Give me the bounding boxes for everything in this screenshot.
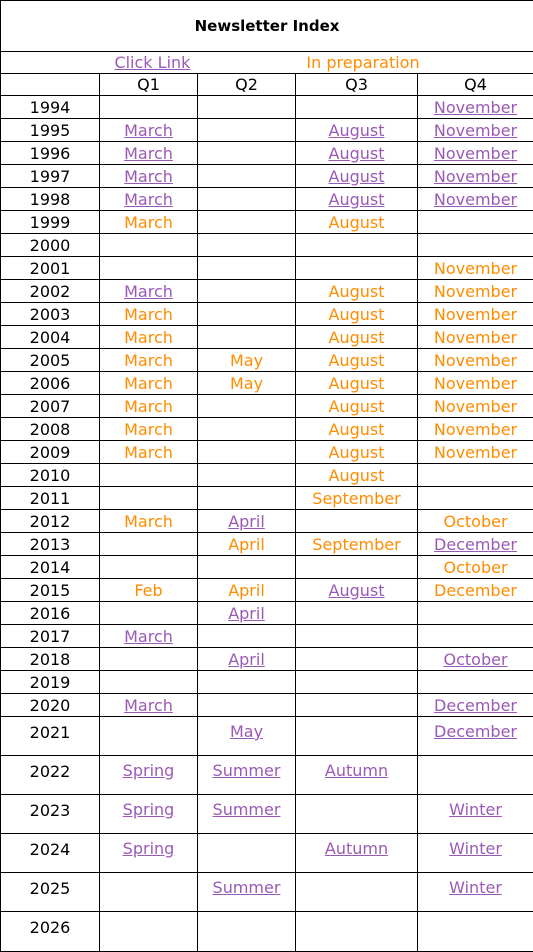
- in-preparation-label: March: [124, 443, 173, 462]
- year-cell: 2006: [1, 372, 100, 395]
- cell-q1: [100, 556, 198, 579]
- year-cell: 2022: [1, 756, 100, 795]
- cell-q2: [198, 756, 296, 795]
- year-cell: 2008: [1, 418, 100, 441]
- in-preparation-label: August: [329, 305, 385, 324]
- newsletter-link[interactable]: April: [228, 604, 265, 623]
- newsletter-link[interactable]: Spring: [123, 839, 175, 858]
- cell-q2: [198, 395, 296, 418]
- cell-q4: [418, 188, 533, 211]
- year-cell: 1994: [1, 96, 100, 119]
- cell-q4: [418, 441, 533, 464]
- year-cell: 2009: [1, 441, 100, 464]
- cell-q1: [100, 510, 198, 533]
- cell-q1: [100, 96, 198, 119]
- year-cell: 2012: [1, 510, 100, 533]
- newsletter-link[interactable]: March: [124, 121, 173, 140]
- cell-q1: [100, 303, 198, 326]
- cell-q2: [198, 795, 296, 834]
- cell-q1: [100, 349, 198, 372]
- cell-q1: [100, 326, 198, 349]
- newsletter-link[interactable]: November: [434, 121, 517, 140]
- table-row: [1, 464, 533, 487]
- cell-q3: [296, 834, 418, 873]
- cell-q1: [100, 418, 198, 441]
- cell-q3: [296, 912, 418, 952]
- table-row: [1, 556, 533, 579]
- cell-q3: [296, 372, 418, 395]
- table-row: [1, 142, 533, 165]
- cell-q4: [418, 795, 533, 834]
- cell-q4: [418, 234, 533, 257]
- cell-q4: [418, 280, 533, 303]
- newsletter-link[interactable]: April: [228, 650, 265, 669]
- cell-q2: [198, 303, 296, 326]
- in-preparation-label: August: [329, 374, 385, 393]
- table-row: [1, 625, 533, 648]
- newsletter-link[interactable]: March: [124, 167, 173, 186]
- cell-q4: [418, 165, 533, 188]
- table-row: [1, 912, 533, 952]
- year-cell: 2004: [1, 326, 100, 349]
- cell-q4: [418, 834, 533, 873]
- cell-q1: [100, 873, 198, 912]
- in-preparation-label: August: [329, 328, 385, 347]
- year-cell: 1999: [1, 211, 100, 234]
- table-row: [1, 234, 533, 257]
- year-cell: 2016: [1, 602, 100, 625]
- cell-q1: [100, 257, 198, 280]
- cell-q2: [198, 834, 296, 873]
- in-preparation-label: March: [124, 512, 173, 531]
- cell-q2: [198, 119, 296, 142]
- table-row: [1, 326, 533, 349]
- cell-q4: [418, 418, 533, 441]
- cell-q3: [296, 349, 418, 372]
- header-row: [1, 74, 533, 96]
- newsletter-link[interactable]: March: [124, 144, 173, 163]
- cell-q3: [296, 464, 418, 487]
- cell-q2: [198, 165, 296, 188]
- in-preparation-label: November: [434, 374, 517, 393]
- in-preparation-label: August: [329, 420, 385, 439]
- cell-q4: [418, 119, 533, 142]
- in-preparation-label: December: [434, 581, 517, 600]
- cell-q1: [100, 119, 198, 142]
- cell-q1: [100, 834, 198, 873]
- cell-q1: [100, 579, 198, 602]
- cell-q2: [198, 464, 296, 487]
- year-cell: 2001: [1, 257, 100, 280]
- in-preparation-label: March: [124, 328, 173, 347]
- year-cell: 2000: [1, 234, 100, 257]
- cell-q2: [198, 349, 296, 372]
- newsletter-link[interactable]: Winter: [449, 839, 502, 858]
- legend-click-link[interactable]: Click Link: [114, 53, 190, 72]
- in-preparation-label: November: [434, 305, 517, 324]
- cell-q4: [418, 579, 533, 602]
- cell-q3: [296, 257, 418, 280]
- cell-q3: [296, 188, 418, 211]
- table-row: [1, 372, 533, 395]
- cell-q2: [198, 873, 296, 912]
- cell-q2: [198, 234, 296, 257]
- table-row: [1, 119, 533, 142]
- cell-q3: [296, 556, 418, 579]
- cell-q2: [198, 418, 296, 441]
- table-row: [1, 671, 533, 694]
- cell-q1: [100, 648, 198, 671]
- year-cell: 2025: [1, 873, 100, 912]
- in-preparation-label: November: [434, 420, 517, 439]
- cell-q4: [418, 873, 533, 912]
- cell-q1: [100, 694, 198, 717]
- cell-q2: [198, 579, 296, 602]
- newsletter-link[interactable]: Winter: [449, 800, 502, 819]
- cell-q2: [198, 211, 296, 234]
- cell-q4: [418, 510, 533, 533]
- cell-q4: [418, 756, 533, 795]
- cell-q4: [418, 349, 533, 372]
- in-preparation-label: September: [312, 489, 400, 508]
- year-cell: 2013: [1, 533, 100, 556]
- newsletter-link[interactable]: December: [434, 722, 517, 741]
- year-cell: 2026: [1, 912, 100, 952]
- cell-q1: [100, 464, 198, 487]
- in-preparation-label: August: [329, 282, 385, 301]
- table-row: [1, 756, 533, 795]
- cell-q1: [100, 142, 198, 165]
- cell-q2: [198, 142, 296, 165]
- newsletter-link[interactable]: November: [434, 167, 517, 186]
- cell-q1: [100, 912, 198, 952]
- year-cell: 2017: [1, 625, 100, 648]
- cell-q1: [100, 165, 198, 188]
- cell-q2: [198, 556, 296, 579]
- cell-q3: [296, 795, 418, 834]
- cell-q4: [418, 912, 533, 952]
- newsletter-link[interactable]: March: [124, 696, 173, 715]
- cell-q4: [418, 487, 533, 510]
- newsletter-link[interactable]: Spring: [123, 800, 175, 819]
- table-row: [1, 349, 533, 372]
- year-cell: 2002: [1, 280, 100, 303]
- in-preparation-label: October: [444, 512, 508, 531]
- year-cell: 2024: [1, 834, 100, 873]
- in-preparation-label: April: [228, 581, 265, 600]
- page-title: Newsletter Index: [1, 1, 533, 52]
- cell-q1: [100, 533, 198, 556]
- in-preparation-label: November: [434, 397, 517, 416]
- in-preparation-label: August: [329, 397, 385, 416]
- newsletter-link[interactable]: October: [444, 650, 508, 669]
- cell-q1: [100, 602, 198, 625]
- cell-q3: [296, 694, 418, 717]
- header-q4: Q4: [418, 74, 533, 96]
- cell-q3: [296, 234, 418, 257]
- cell-q3: [296, 625, 418, 648]
- newsletter-link[interactable]: Spring: [123, 761, 175, 780]
- cell-q3: [296, 756, 418, 795]
- in-preparation-label: August: [329, 443, 385, 462]
- table-row: [1, 96, 533, 119]
- cell-q4: [418, 648, 533, 671]
- table-row: [1, 694, 533, 717]
- year-cell: 2010: [1, 464, 100, 487]
- cell-q2: [198, 280, 296, 303]
- cell-q2: [198, 188, 296, 211]
- year-cell: 2015: [1, 579, 100, 602]
- legend: [1, 52, 533, 74]
- newsletter-link[interactable]: November: [434, 144, 517, 163]
- newsletter-link[interactable]: November: [434, 190, 517, 209]
- cell-q4: [418, 96, 533, 119]
- table-row: [1, 873, 533, 912]
- newsletter-link[interactable]: Winter: [449, 878, 502, 897]
- year-cell: 2005: [1, 349, 100, 372]
- newsletter-link[interactable]: December: [434, 696, 517, 715]
- newsletter-link[interactable]: November: [434, 98, 517, 117]
- year-cell: 1997: [1, 165, 100, 188]
- in-preparation-label: November: [434, 282, 517, 301]
- cell-q4: [418, 694, 533, 717]
- newsletter-link[interactable]: August: [329, 144, 385, 163]
- table-row: [1, 533, 533, 556]
- table-row: [1, 795, 533, 834]
- cell-q1: [100, 280, 198, 303]
- cell-q2: [198, 912, 296, 952]
- table-row: [1, 441, 533, 464]
- in-preparation-label: November: [434, 259, 517, 278]
- cell-q3: [296, 671, 418, 694]
- cell-q3: [296, 119, 418, 142]
- cell-q1: [100, 717, 198, 756]
- cell-q3: [296, 533, 418, 556]
- cell-q3: [296, 579, 418, 602]
- in-preparation-label: March: [124, 420, 173, 439]
- cell-q3: [296, 602, 418, 625]
- cell-q2: [198, 510, 296, 533]
- table-row: [1, 257, 533, 280]
- newsletter-link[interactable]: August: [329, 190, 385, 209]
- table-body: [1, 1, 533, 952]
- year-cell: 1998: [1, 188, 100, 211]
- cell-q4: [418, 142, 533, 165]
- cell-q2: [198, 96, 296, 119]
- cell-q3: [296, 717, 418, 756]
- cell-q1: [100, 671, 198, 694]
- year-cell: 2007: [1, 395, 100, 418]
- table-row: [1, 648, 533, 671]
- in-preparation-label: April: [228, 535, 265, 554]
- cell-q3: [296, 648, 418, 671]
- cell-q4: [418, 464, 533, 487]
- newsletter-link[interactable]: April: [228, 512, 265, 531]
- in-preparation-label: Feb: [134, 581, 162, 600]
- cell-q2: [198, 717, 296, 756]
- cell-q1: [100, 211, 198, 234]
- cell-q2: [198, 648, 296, 671]
- header-q2: Q2: [198, 74, 296, 96]
- cell-q1: [100, 395, 198, 418]
- year-cell: 2003: [1, 303, 100, 326]
- cell-q1: [100, 188, 198, 211]
- table-row: [1, 211, 533, 234]
- cell-q4: [418, 556, 533, 579]
- newsletter-link[interactable]: Summer: [213, 800, 281, 819]
- header-year: [1, 74, 100, 96]
- cell-q1: [100, 372, 198, 395]
- cell-q4: [418, 395, 533, 418]
- in-preparation-label: March: [124, 397, 173, 416]
- in-preparation-label: October: [444, 558, 508, 577]
- year-cell: 1995: [1, 119, 100, 142]
- table-row: [1, 395, 533, 418]
- cell-q4: [418, 717, 533, 756]
- table-row: [1, 418, 533, 441]
- cell-q3: [296, 96, 418, 119]
- newsletter-link[interactable]: March: [124, 282, 173, 301]
- cell-q4: [418, 257, 533, 280]
- in-preparation-label: August: [329, 351, 385, 370]
- cell-q2: [198, 372, 296, 395]
- cell-q2: [198, 533, 296, 556]
- newsletter-link[interactable]: March: [124, 627, 173, 646]
- cell-q4: [418, 671, 533, 694]
- in-preparation-label: March: [124, 213, 173, 232]
- in-preparation-label: March: [124, 305, 173, 324]
- in-preparation-label: November: [434, 443, 517, 462]
- cell-q1: [100, 756, 198, 795]
- cell-q3: [296, 211, 418, 234]
- cell-q3: [296, 441, 418, 464]
- cell-q3: [296, 487, 418, 510]
- in-preparation-label: August: [329, 466, 385, 485]
- in-preparation-label: May: [230, 351, 263, 370]
- in-preparation-label: March: [124, 374, 173, 393]
- cell-q2: [198, 602, 296, 625]
- table-row: [1, 165, 533, 188]
- in-preparation-label: March: [124, 351, 173, 370]
- table-row: [1, 510, 533, 533]
- year-cell: 2020: [1, 694, 100, 717]
- table-row: [1, 280, 533, 303]
- table-row: [1, 487, 533, 510]
- in-preparation-label: November: [434, 328, 517, 347]
- newsletter-link[interactable]: Summer: [213, 761, 281, 780]
- cell-q4: [418, 625, 533, 648]
- table-row: [1, 188, 533, 211]
- year-cell: 1996: [1, 142, 100, 165]
- cell-q2: [198, 441, 296, 464]
- cell-q4: [418, 303, 533, 326]
- in-preparation-label: May: [230, 374, 263, 393]
- newsletter-link[interactable]: Autumn: [325, 839, 388, 858]
- newsletter-link[interactable]: August: [329, 167, 385, 186]
- title-row: [1, 1, 533, 52]
- in-preparation-label: August: [329, 213, 385, 232]
- cell-q3: [296, 326, 418, 349]
- table-row: [1, 303, 533, 326]
- year-cell: 2014: [1, 556, 100, 579]
- cell-q1: [100, 487, 198, 510]
- cell-q2: [198, 487, 296, 510]
- in-preparation-label: November: [434, 351, 517, 370]
- cell-q2: [198, 671, 296, 694]
- table-row: [1, 579, 533, 602]
- legend-row: [1, 52, 533, 74]
- newsletter-link[interactable]: December: [434, 535, 517, 554]
- cell-q3: [296, 303, 418, 326]
- cell-q1: [100, 795, 198, 834]
- cell-q2: [198, 257, 296, 280]
- cell-q2: [198, 326, 296, 349]
- cell-q3: [296, 418, 418, 441]
- newsletter-link[interactable]: August: [329, 581, 385, 600]
- cell-q3: [296, 510, 418, 533]
- year-cell: 2023: [1, 795, 100, 834]
- header-q3: Q3: [296, 74, 418, 96]
- cell-q1: [100, 625, 198, 648]
- cell-q3: [296, 395, 418, 418]
- newsletter-link[interactable]: Autumn: [325, 761, 388, 780]
- cell-q3: [296, 873, 418, 912]
- cell-q4: [418, 602, 533, 625]
- table-row: [1, 717, 533, 756]
- year-cell: 2019: [1, 671, 100, 694]
- table-row: [1, 602, 533, 625]
- cell-q4: [418, 211, 533, 234]
- year-cell: 2018: [1, 648, 100, 671]
- newsletter-link[interactable]: March: [124, 190, 173, 209]
- legend-in-preparation: In preparation: [306, 53, 419, 72]
- cell-q1: [100, 441, 198, 464]
- cell-q2: [198, 625, 296, 648]
- header-q1: Q1: [100, 74, 198, 96]
- table-row: [1, 834, 533, 873]
- cell-q4: [418, 533, 533, 556]
- cell-q3: [296, 165, 418, 188]
- newsletter-link[interactable]: Summer: [213, 878, 281, 897]
- year-cell: 2011: [1, 487, 100, 510]
- cell-q4: [418, 326, 533, 349]
- in-preparation-label: September: [312, 535, 400, 554]
- cell-q2: [198, 694, 296, 717]
- newsletter-link[interactable]: August: [329, 121, 385, 140]
- cell-q4: [418, 372, 533, 395]
- cell-q3: [296, 280, 418, 303]
- cell-q1: [100, 234, 198, 257]
- newsletter-link[interactable]: May: [230, 722, 263, 741]
- cell-q3: [296, 142, 418, 165]
- year-cell: 2021: [1, 717, 100, 756]
